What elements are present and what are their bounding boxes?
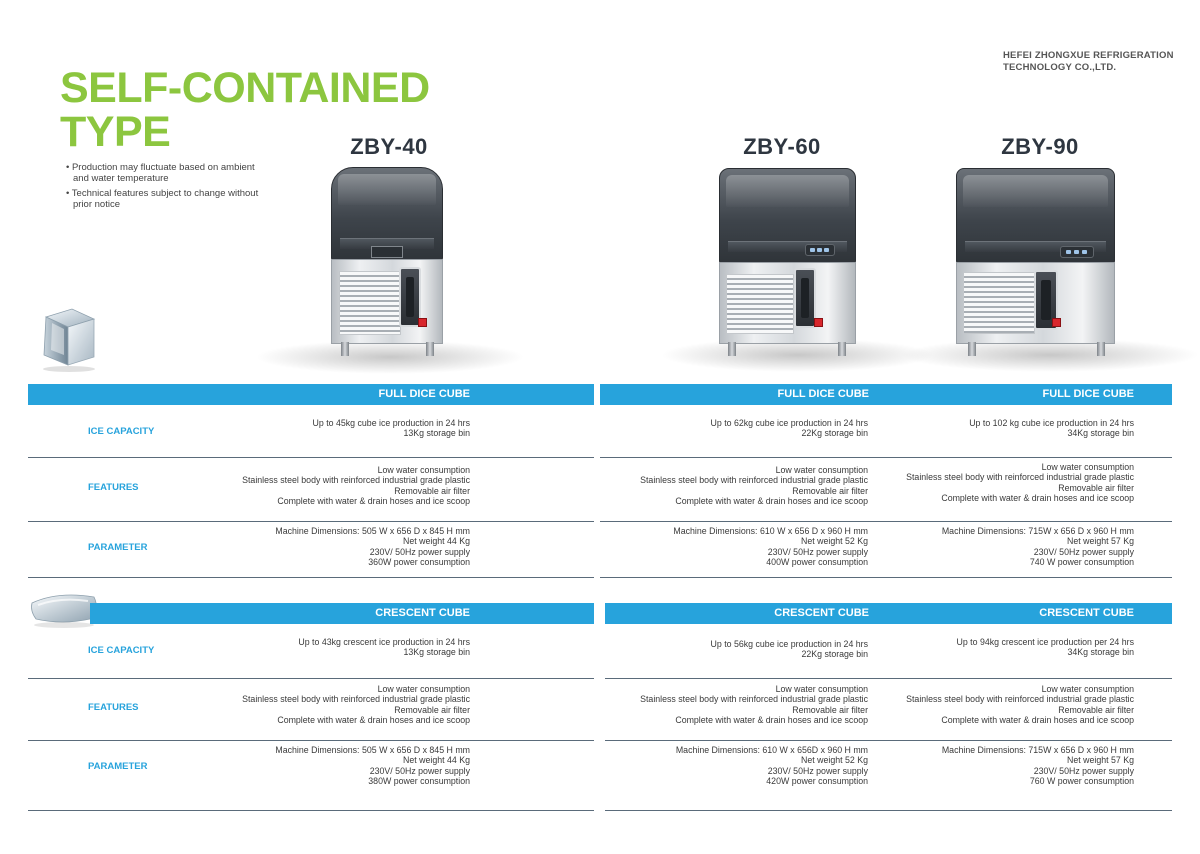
spec-line: Up to 102 kg cube ice production in 24 hrs [969,418,1134,428]
spec-line: Complete with water & drain hoses and ice scoop [941,493,1134,504]
spec-line: Low water consumption [1041,684,1134,694]
spec-line: Low water consumption [775,684,868,694]
spec-capacity-zby90 [956,637,1134,658]
spec-line: 13Kg storage bin [403,428,470,439]
note-text: Production may fluctuate based on ambient and water temperature [71,162,255,184]
row-divider [28,740,594,741]
spec-line: Low water consumption [775,465,868,475]
spec-parameter-zby90 [942,745,1134,787]
spec-line: Stainless steel body with reinforced industrial grade plastic [906,694,1134,705]
spec-line: Removable air filter [1058,482,1134,493]
note-item: • Production may fluctuate based on ambient and water temperature [66,162,255,184]
spec-line: Complete with water & drain hoses and ice scoop [941,715,1134,726]
spec-line: Stainless steel body with reinforced industrial grade plastic [242,694,470,705]
spec-capacity-zby60 [711,418,868,439]
spec-line: Removable air filter [792,704,868,715]
spec-features-zby60 [640,684,868,726]
spec-line: 230V/ 50Hz power supply [1033,546,1134,557]
parameter-label: PARAMETER [88,542,148,553]
spec-line: Net weight 57 Kg [1067,755,1134,766]
spec-line: Complete with water & drain hoses and ice scoop [675,496,868,507]
company-name-line1: HEFEI ZHONGXUE REFRIGERATION [1003,50,1174,61]
power-button-icon [418,318,427,327]
spec-line: 34Kg storage bin [1067,428,1134,439]
spec-line: Up to 56kg cube ice production in 24 hrs [710,639,868,649]
model-label-zby40: ZBY-40 [350,134,428,159]
crescent-header-bar [605,603,1172,624]
spec-line: Net weight 44 Kg [403,536,470,547]
machine-door [794,268,816,328]
spec-features-zby90 [906,684,1134,726]
machine-badge [371,246,403,258]
machine-vents [726,274,794,334]
spec-line: Stainless steel body with reinforced industrial grade plastic [906,472,1134,483]
ice-capacity-label: ICE CAPACITY [88,645,155,656]
spec-line: 420W power consumption [766,776,868,787]
row-divider [600,521,1172,522]
row-divider [28,678,594,679]
spec-line: Machine Dimensions: 715W x 656 D x 960 H mm [941,745,1134,755]
spec-line: 230V/ 50Hz power supply [369,546,470,557]
full-dice-header-bar [600,384,1172,405]
spec-line: 380W power consumption [368,776,470,787]
control-panel [805,244,835,256]
spec-features-zby40 [242,465,470,507]
model-label-zby60: ZBY-60 [743,134,821,159]
row-divider [28,457,594,458]
page-title-line2: TYPE [60,108,171,156]
spec-line: Stainless steel body with reinforced industrial grade plastic [640,475,868,486]
spec-parameter-zby60 [673,526,868,568]
spec-line: Machine Dimensions: 610 W x 656 D x 960 H mm [673,526,868,536]
ice-capacity-label: ICE CAPACITY [88,426,155,437]
power-button-icon [814,318,823,327]
spec-line: 13Kg storage bin [403,647,470,658]
spec-line: 740 W power consumption [1029,557,1134,568]
spec-line: Up to 43kg crescent ice production in 24 hrs [298,637,470,647]
spec-parameter-zby40 [275,745,470,787]
full-dice-header-zby90: FULL DICE CUBE [1042,388,1134,400]
spec-features-zby60 [640,465,868,507]
machine-leg [728,342,736,356]
company-name-line2: TECHNOLOGY CO.,LTD. [1003,62,1117,73]
spec-line: 230V/ 50Hz power supply [767,765,868,776]
spec-line: Net weight 52 Kg [801,755,868,766]
spec-capacity-zby90 [969,418,1134,439]
spec-line: Complete with water & drain hoses and ice scoop [277,496,470,507]
spec-parameter-zby40 [275,526,470,568]
spec-line: Up to 94kg crescent ice production per 24 hrs [956,637,1134,647]
full-dice-header-bar [28,384,594,405]
power-button-icon [1052,318,1061,327]
spec-line: 230V/ 50Hz power supply [767,546,868,557]
spec-line: Removable air filter [1058,704,1134,715]
spec-capacity-zby60 [711,639,868,660]
zby60-machine-image [719,168,856,356]
features-label: FEATURES [88,482,139,493]
spec-line: 400W power consumption [766,557,868,568]
spec-capacity-zby40 [313,418,470,439]
spec-line: Stainless steel body with reinforced industrial grade plastic [242,475,470,486]
spec-line: 760 W power consumption [1029,776,1134,787]
full-dice-header-zby40: FULL DICE CUBE [378,388,470,400]
row-divider [605,678,1172,679]
machine-leg [341,342,349,356]
spec-line: Removable air filter [792,485,868,496]
spec-line: Machine Dimensions: 505 W x 656 D x 845 H mm [275,526,470,536]
page-title-line1: SELF-CONTAINED [60,64,430,112]
spec-line: Complete with water & drain hoses and ice scoop [675,715,868,726]
machine-leg [1097,342,1105,356]
row-divider [28,521,594,522]
machine-vents [963,272,1035,334]
spec-features-zby40 [242,684,470,726]
machine-vents [339,271,401,335]
machine-lid [719,168,856,264]
model-label-zby90: ZBY-90 [1001,134,1079,159]
spec-line: 22Kg storage bin [801,428,868,439]
spec-line: Up to 62kg cube ice production in 24 hrs [710,418,868,428]
spec-line: Removable air filter [394,485,470,496]
spec-line: Machine Dimensions: 715W x 656 D x 960 H mm [941,526,1134,536]
note-item: • Technical features subject to change without prior notice [66,188,259,210]
row-divider [605,740,1172,741]
spec-line: Complete with water & drain hoses and ice scoop [277,715,470,726]
crescent-header-zby60: CRESCENT CUBE [774,607,869,619]
spec-line: Low water consumption [1041,462,1134,472]
crescent-header-zby40: CRESCENT CUBE [375,607,470,619]
machine-leg [968,342,976,356]
crescent-header-bar [90,603,594,624]
spec-parameter-zby60 [676,745,868,787]
spec-line: Machine Dimensions: 610 W x 656D x 960 H mm [675,745,868,755]
spec-capacity-zby40 [298,637,470,658]
row-divider [605,810,1172,811]
zby40-machine-image [331,167,443,357]
spec-line: Net weight 44 Kg [403,755,470,766]
spec-line: Low water consumption [377,465,470,475]
spec-parameter-zby90 [942,526,1134,568]
features-label: FEATURES [88,702,139,713]
row-divider [600,457,1172,458]
spec-line: Low water consumption [377,684,470,694]
crescent-header-zby90: CRESCENT CUBE [1039,607,1134,619]
spec-line: 22Kg storage bin [801,649,868,660]
spec-line: Net weight 52 Kg [801,536,868,547]
row-divider [28,810,594,811]
spec-line: Up to 45kg cube ice production in 24 hrs [312,418,470,428]
spec-line: 230V/ 50Hz power supply [369,765,470,776]
spec-line: Machine Dimensions: 505 W x 656 D x 845 H mm [275,745,470,755]
spec-line: 360W power consumption [368,557,470,568]
dice-ice-cube-icon [38,305,100,373]
machine-leg [838,342,846,356]
zby90-machine-image [956,168,1115,356]
spec-line: 230V/ 50Hz power supply [1033,765,1134,776]
company-name [1003,50,1174,74]
control-panel [1060,246,1094,258]
spec-line: 34Kg storage bin [1067,647,1134,658]
spec-line: Net weight 57 Kg [1067,536,1134,547]
spec-line: Stainless steel body with reinforced industrial grade plastic [640,694,868,705]
parameter-label: PARAMETER [88,761,148,772]
spec-line: Removable air filter [394,704,470,715]
full-dice-header-zby60: FULL DICE CUBE [777,388,869,400]
row-divider [28,577,594,578]
row-divider [600,577,1172,578]
machine-leg [426,342,434,356]
note-text: Technical features subject to change without prior notice [71,188,259,210]
notes-list [66,162,273,214]
spec-features-zby90 [906,462,1134,504]
